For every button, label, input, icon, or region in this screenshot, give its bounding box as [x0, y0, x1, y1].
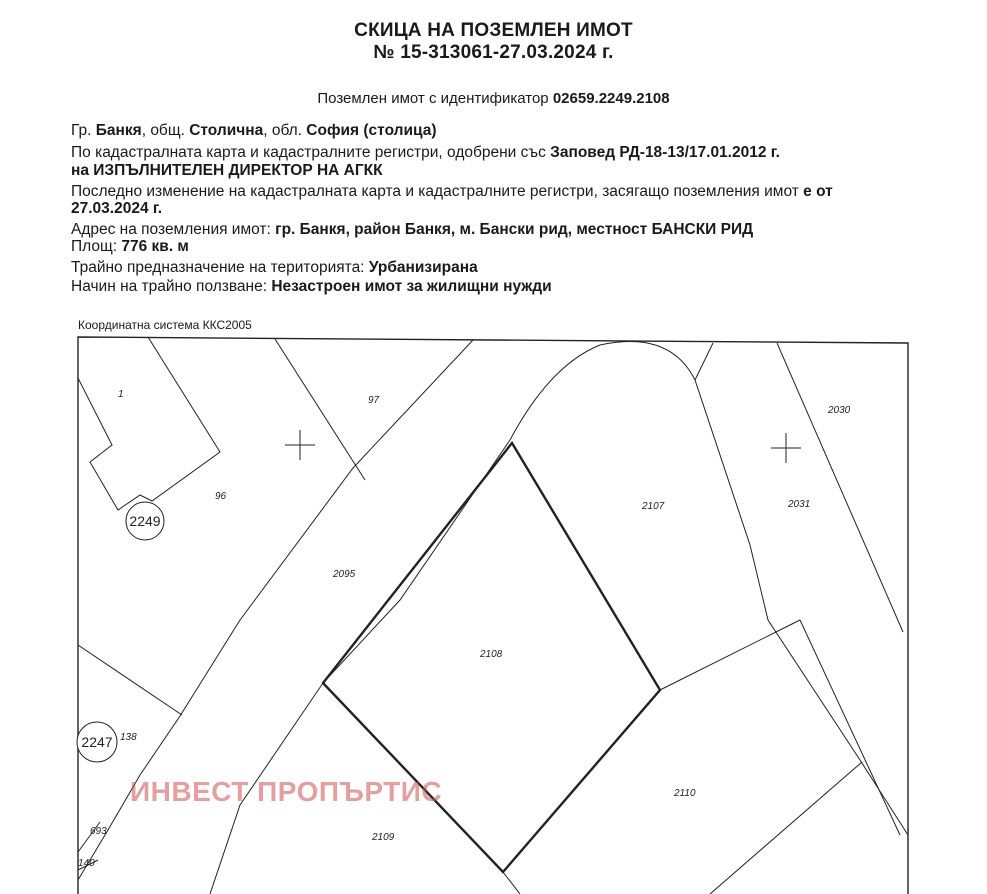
parcel-label-2031: 2031 [788, 499, 811, 510]
parcel-label-2110: 2110 [674, 788, 696, 799]
parcel-label-693: 693 [90, 826, 107, 837]
road-2095-inner-edge [210, 440, 510, 894]
parcel-label-2095: 2095 [333, 569, 356, 580]
purpose: Урбанизирана [368, 259, 478, 276]
parcel-label-2107: 2107 [642, 501, 665, 512]
boundary-2110-bottom [710, 762, 862, 894]
area: 776 кв. м [121, 238, 189, 255]
region-prefix: , обл. [263, 122, 307, 139]
identifier-label: Поземлен имот с идентификатор [317, 90, 549, 107]
parcel-label-96: 96 [215, 491, 227, 502]
parcel-label-97: 97 [368, 395, 380, 406]
block-label-2249: 2249 [129, 513, 161, 529]
document-title: СКИЦА НА ПОЗЕМЛЕН ИМОТ [354, 20, 633, 41]
building-outline [78, 337, 220, 510]
grid-cross-right [771, 433, 801, 463]
parcel-label-138: 138 [120, 732, 137, 743]
area-label: Площ: [71, 238, 122, 255]
approval-text: По кадастралната карта и кадастралните регистри, одобрени със [71, 144, 551, 161]
usage: Незастроен имот за жилищни нужди [271, 278, 552, 295]
address-label: Адрес на поземления имот: [71, 221, 276, 238]
last-change-date: 27.03.2024 г. [71, 200, 163, 217]
parcel-label-1: 1 [118, 389, 124, 400]
parcel-label-2108: 2108 [480, 649, 503, 660]
usage-label: Начин на трайно ползване: [71, 278, 272, 295]
boundary-2107-top [695, 343, 713, 380]
boundary-2107-2110 [660, 620, 800, 690]
block-label-2247: 2247 [81, 734, 113, 750]
parcel-label-140: 140 [78, 858, 95, 869]
municipality-prefix: , общ. [141, 122, 190, 139]
identifier-value: 02659.2249.2108 [552, 90, 670, 107]
document-number: № 15-313061-27.03.2024 г. [373, 42, 614, 63]
parcel-label-2109: 2109 [372, 832, 395, 843]
coordinate-system-label: Координатна система ККС2005 [78, 318, 252, 332]
boundary-96-97 [275, 339, 365, 480]
city: Банкя [95, 122, 142, 139]
order-issuer: на ИЗПЪЛНИТЕЛЕН ДИРЕКТОР НА АГКК [71, 162, 383, 179]
address: гр. Банкя, район Банкя, м. Бански рид, местност БАНСКИ РИД [275, 221, 754, 238]
boundary-138-top [78, 645, 182, 715]
boundary-2109-2110 [503, 872, 520, 894]
map-frame [78, 337, 908, 894]
city-prefix: Гр. [71, 122, 96, 139]
grid-cross-left [285, 430, 315, 460]
purpose-label: Трайно предназначение на територията: [71, 259, 369, 276]
region: София (столица) [306, 122, 437, 139]
parcel-label-2030: 2030 [828, 405, 851, 416]
last-change-date-prefix: е от [803, 183, 833, 200]
last-change-text: Последно изменение на кадастралната карта и кадастралните регистри, засягащо поземления имот [71, 183, 804, 200]
order: Заповед РД-18-13/17.01.2012 г. [550, 144, 780, 161]
boundary-2030-2031 [777, 343, 903, 632]
municipality: Столична [189, 122, 264, 139]
watermark-text: ИНВЕСТ ПРОПЪРТИС [130, 776, 443, 807]
